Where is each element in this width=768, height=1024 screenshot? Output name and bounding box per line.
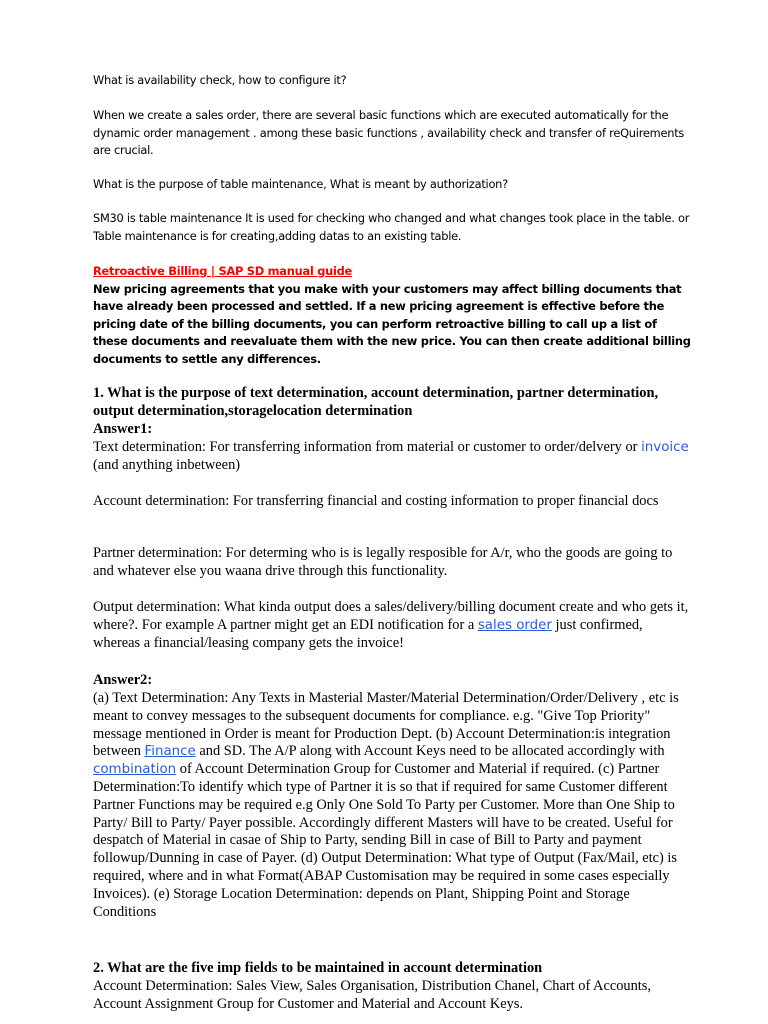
retroactive-billing-section	[93, 263, 693, 368]
finance-link[interactable]: Finance	[144, 744, 196, 760]
sales-order-link[interactable]: sales order	[477, 617, 552, 633]
question-2-title: 2. What are the five imp fields to be maintained in account determination	[93, 960, 543, 976]
partner-determination-paragraph: Partner determination: For determing who is is legally resposible for A/r, who the goods are going to and whatever else you waana drive through this functionality.	[93, 545, 673, 579]
answer-table-maintenance: SM30 is table maintenance It is used for checking who changed and what changes took place in the table. or Table maintenance is for creating,adding datas to an existing table.	[93, 211, 690, 243]
answer1-label: Answer1:	[93, 421, 153, 437]
account-determination-paragraph: Account determination: For transferring financial and costing information to proper financial docs	[93, 493, 659, 509]
question-availability-check: What is availability check, how to configure it?	[93, 73, 347, 87]
output-determination-paragraph: Output determination: What kinda output does a sales/delivery/billing document create and who gets it, where?. For example A partner might get an EDI notification for a sales order just confirmed, whereas a financial/leasing company gets the invoice!	[93, 599, 689, 651]
question-table-maintenance: What is the purpose of table maintenance, What is meant by authorization?	[93, 177, 508, 191]
question-2-answer: Account Determination: Sales View, Sales Organisation, Distribution Chanel, Chart of Accounts, Account Assignment Group for Customer and Material and Account Keys.	[93, 978, 652, 1012]
combination-link[interactable]: combination	[93, 762, 177, 778]
question-1-title: 1. What is the purpose of text determination, account determination, partner determination, output determination,storagelocation determination	[93, 385, 659, 419]
invoice-link[interactable]: invoice	[641, 440, 689, 455]
answer2-label: Answer2:	[93, 672, 153, 688]
answer-availability-check: When we create a sales order, there are several basic functions which are executed automatically for the dynamic order management . among these basic functions , availability check and transfer of reQuirements are crucial.	[93, 108, 685, 157]
retroactive-billing-heading-link[interactable]: Retroactive Billing | SAP SD manual guide	[93, 264, 353, 278]
answer2-paragraph: (a) Text Determination: Any Texts in Masterial Master/Material Determination/Order/Delivery , etc is meant to convey messages to the subsequent documents for compliance. e.g. "Give Top Priority" message mentioned in Order is meant for Production Dept. (b) Account Determination:is integration between Finance and SD. The A/P along with Account Keys need to be allocated accordingly with combination of Account Determination Group for Customer and Material if required. (c) Partner Determination:To identify which type of Partner it is so that if required for same Customer different Partner Functions may be required e.g Only One Sold To Party per Customer. More than One Ship to Party/ Bill to Party/ Payer possible. Accordingly different Masters will have to be created. Useful for despatch of Material in casae of Ship to Party, sending Bill in case of Bill to Party and payment followup/Dunning in case of Payer. (d) Output Determination: What type of Output (Fax/Mail, etc) is required, where and in what Format(ABAP Customisation may be required in some cases especially Invoices). (e) Storage Location Determination: depends on Plant, Shipping Point and Storage Conditions	[93, 690, 679, 920]
retroactive-billing-body: New pricing agreements that you make with your customers may affect billing documents that have already been processed and settled. If a new pricing agreement is effective before the pricing date of the billing documents, you can perform retroactive billing to call up a list of these documents and reevaluate them with the new price. You can then create additional billing documents to settle any differences.	[93, 281, 691, 366]
text-determination-paragraph: Text determination: For transferring information from material or customer to order/delvery or invoice (and anything inbetween)	[93, 439, 689, 473]
